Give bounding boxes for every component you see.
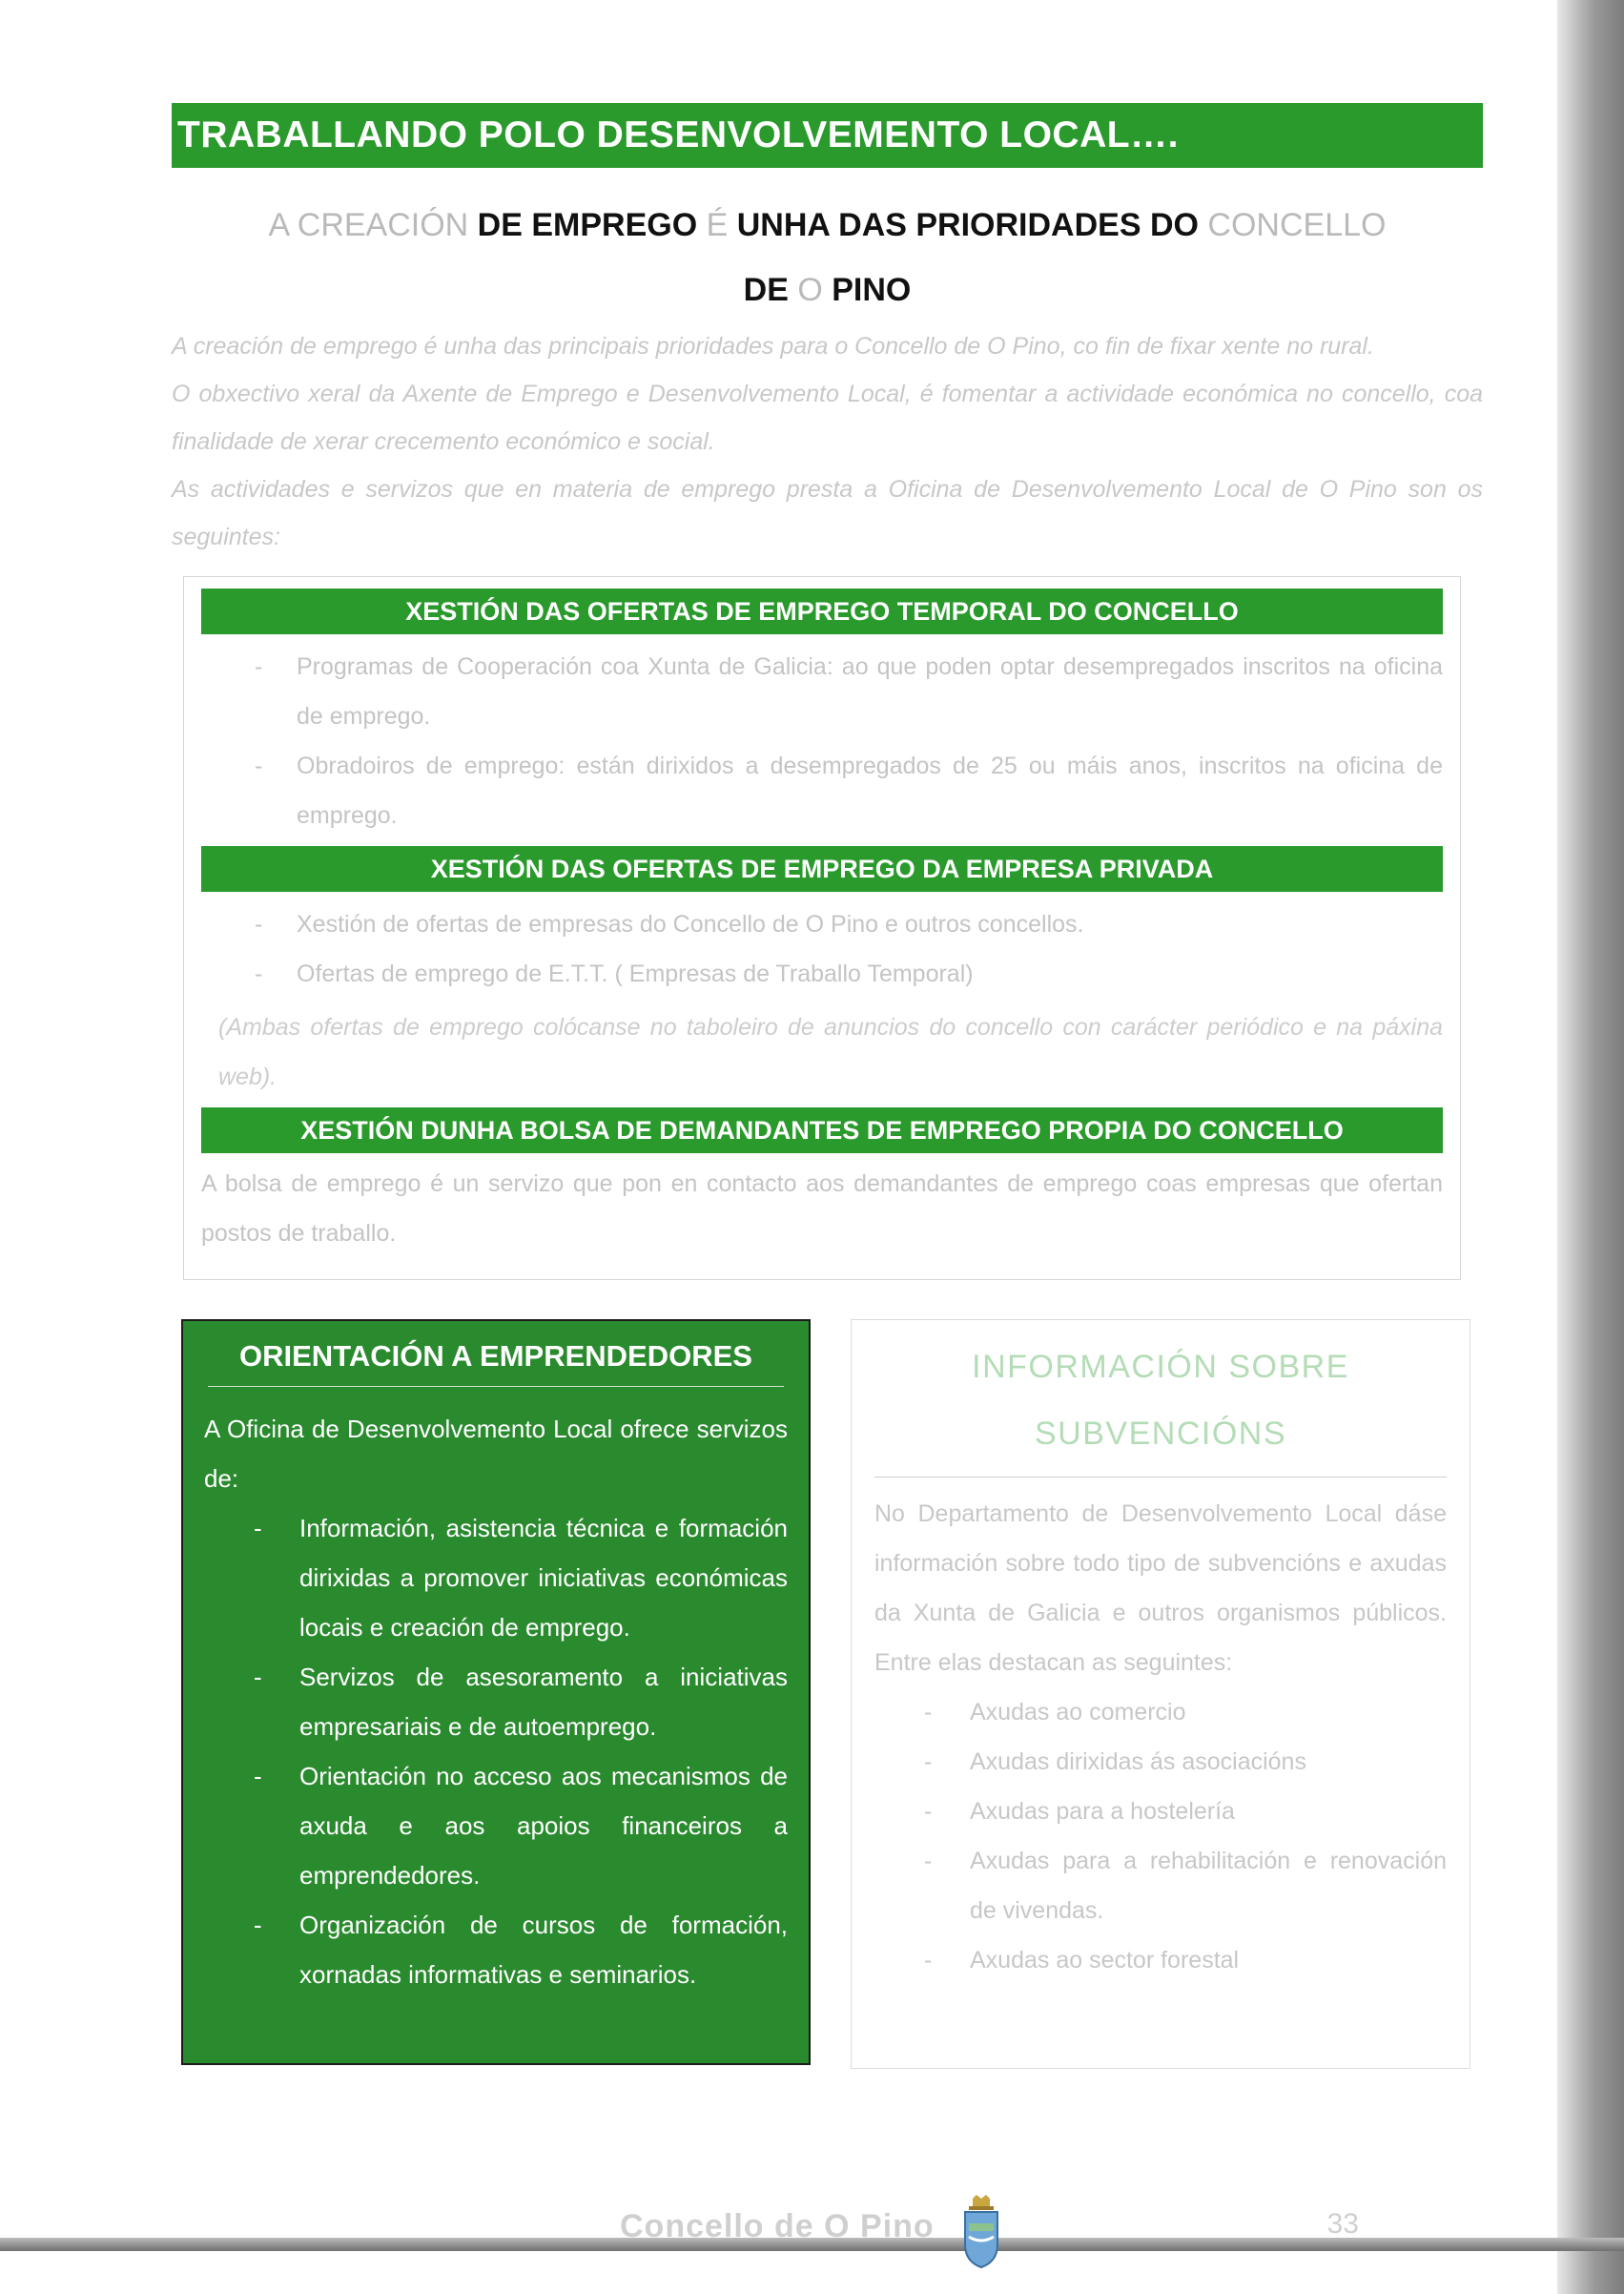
entrepreneurs-intro: A Oficina de Desenvolvemento Local ofrece servizos de: <box>204 1415 788 1493</box>
headline-part: É <box>706 207 729 243</box>
page-footer <box>172 2195 1483 2271</box>
headline-part: PINO <box>822 272 912 308</box>
list-item: - Axudas para a rehabilitación e renovación de vivendas. <box>874 1836 1447 1935</box>
intro-paragraph: O obxectivo xeral da Axente de Emprego e Desenvolvemento Local, é fomentar a actividade económica no concello, coa finalidade de xerar crecemento económico e social. <box>172 381 1483 455</box>
private-offers-heading: XESTIÓN DAS OFERTAS DE EMPREGO DA EMPRESA PRIVADA <box>201 846 1443 892</box>
subsidies-title-line: INFORMACIÓN SOBRE <box>972 1349 1349 1385</box>
list-item: - Ofertas de emprego de E.T.T. ( Empresas de Traballo Temporal) <box>201 949 1443 999</box>
headline-part: UNHA DAS PRIORIDADES DO <box>728 207 1208 243</box>
list-item: - Organización de cursos de formación, xornadas informativas e seminarios. <box>204 1900 788 1999</box>
private-offers-list <box>201 899 1443 999</box>
private-offers-note: (Ambas ofertas de emprego colócanse no taboleiro de anuncios do concello con carácter periódico e na páxina web). <box>218 1014 1443 1090</box>
subsidies-title <box>874 1333 1447 1478</box>
headline-part: DE <box>743 272 798 308</box>
coat-of-arms-icon <box>959 2195 1003 2276</box>
headline-part: A CREACIÓN <box>268 207 469 243</box>
temporal-offers-heading: XESTIÓN DAS OFERTAS DE EMPREGO TEMPORAL DO CONCELLO <box>201 589 1443 634</box>
temporal-offers-list <box>201 642 1443 840</box>
subsidies-title-line: SUBVENCIÓNS <box>1035 1416 1286 1452</box>
subsidies-box <box>851 1319 1470 2069</box>
list-item: - Información, asistencia técnica e formación dirixidas a promover iniciativas económicas locais e creación de emprego. <box>204 1503 788 1652</box>
list-item: - Obradoiros de emprego: están dirixidos a desempregados de 25 ou máis anos, inscritos na oficina de emprego. <box>201 741 1443 840</box>
headline-part: O <box>797 272 823 308</box>
intro-section <box>172 322 1483 561</box>
footer-municipality-name: Concello de O Pino <box>620 2208 935 2244</box>
list-item: - Axudas para a hostelería <box>874 1787 1447 1836</box>
page-binding-edge <box>1557 0 1624 2294</box>
entrepreneurs-title: ORIENTACIÓN A EMPRENDEDORES <box>208 1333 784 1387</box>
list-item: - Axudas ao sector forestal <box>874 1935 1447 1985</box>
list-item: - Axudas dirixidas ás asociacións <box>874 1737 1447 1787</box>
page-headline <box>172 193 1483 322</box>
subsidies-list <box>874 1687 1447 1985</box>
list-item: - Xestión de ofertas de empresas do Concello de O Pino e outros concellos. <box>201 899 1443 949</box>
intro-paragraph: As actividades e servizos que en materia de emprego presta a Oficina de Desenvolvemento Local de O Pino son os seguintes: <box>172 476 1483 550</box>
page-banner: TRABALLANDO POLO DESENVOLVEMENTO LOCAL…. <box>172 103 1483 168</box>
list-item: - Programas de Cooperación coa Xunta de Galicia: ao que poden optar desempregados inscritos na oficina de emprego. <box>201 642 1443 741</box>
subsidies-intro: No Departamento de Desenvolvemento Local dáse información sobre todo tipo de subvencións e axudas da Xunta de Galicia e outros organismos públicos. Entre elas destacan as seguintes: <box>874 1500 1447 1676</box>
entrepreneurs-list <box>204 1503 788 1999</box>
bottom-columns <box>172 1319 1483 2082</box>
headline-part: CONCELLO <box>1207 207 1387 243</box>
document-page <box>172 103 1483 2244</box>
list-item: - Orientación no acceso aos mecanismos de axuda e aos apoios financeiros a emprendedores. <box>204 1751 788 1900</box>
entrepreneurs-box <box>181 1319 811 2065</box>
page-number: 33 <box>1326 2208 1359 2240</box>
job-bank-text: A bolsa de emprego é un servizo que pon en contacto aos demandantes de emprego coas empresas que ofertan postos de traballo. <box>201 1170 1443 1247</box>
headline-part: DE EMPREGO <box>468 207 707 243</box>
intro-paragraph: A creación de emprego é unha das principais prioridades para o Concello de O Pino, co fin de fixar xente no rural. <box>172 333 1374 360</box>
job-bank-heading: XESTIÓN DUNHA BOLSA DE DEMANDANTES DE EMPREGO PROPIA DO CONCELLO <box>201 1107 1443 1153</box>
list-item: - Servizos de asesoramento a iniciativas empresariais e de autoemprego. <box>204 1652 788 1751</box>
employment-offers-box <box>183 576 1461 1280</box>
list-item: - Axudas ao comercio <box>874 1687 1447 1737</box>
